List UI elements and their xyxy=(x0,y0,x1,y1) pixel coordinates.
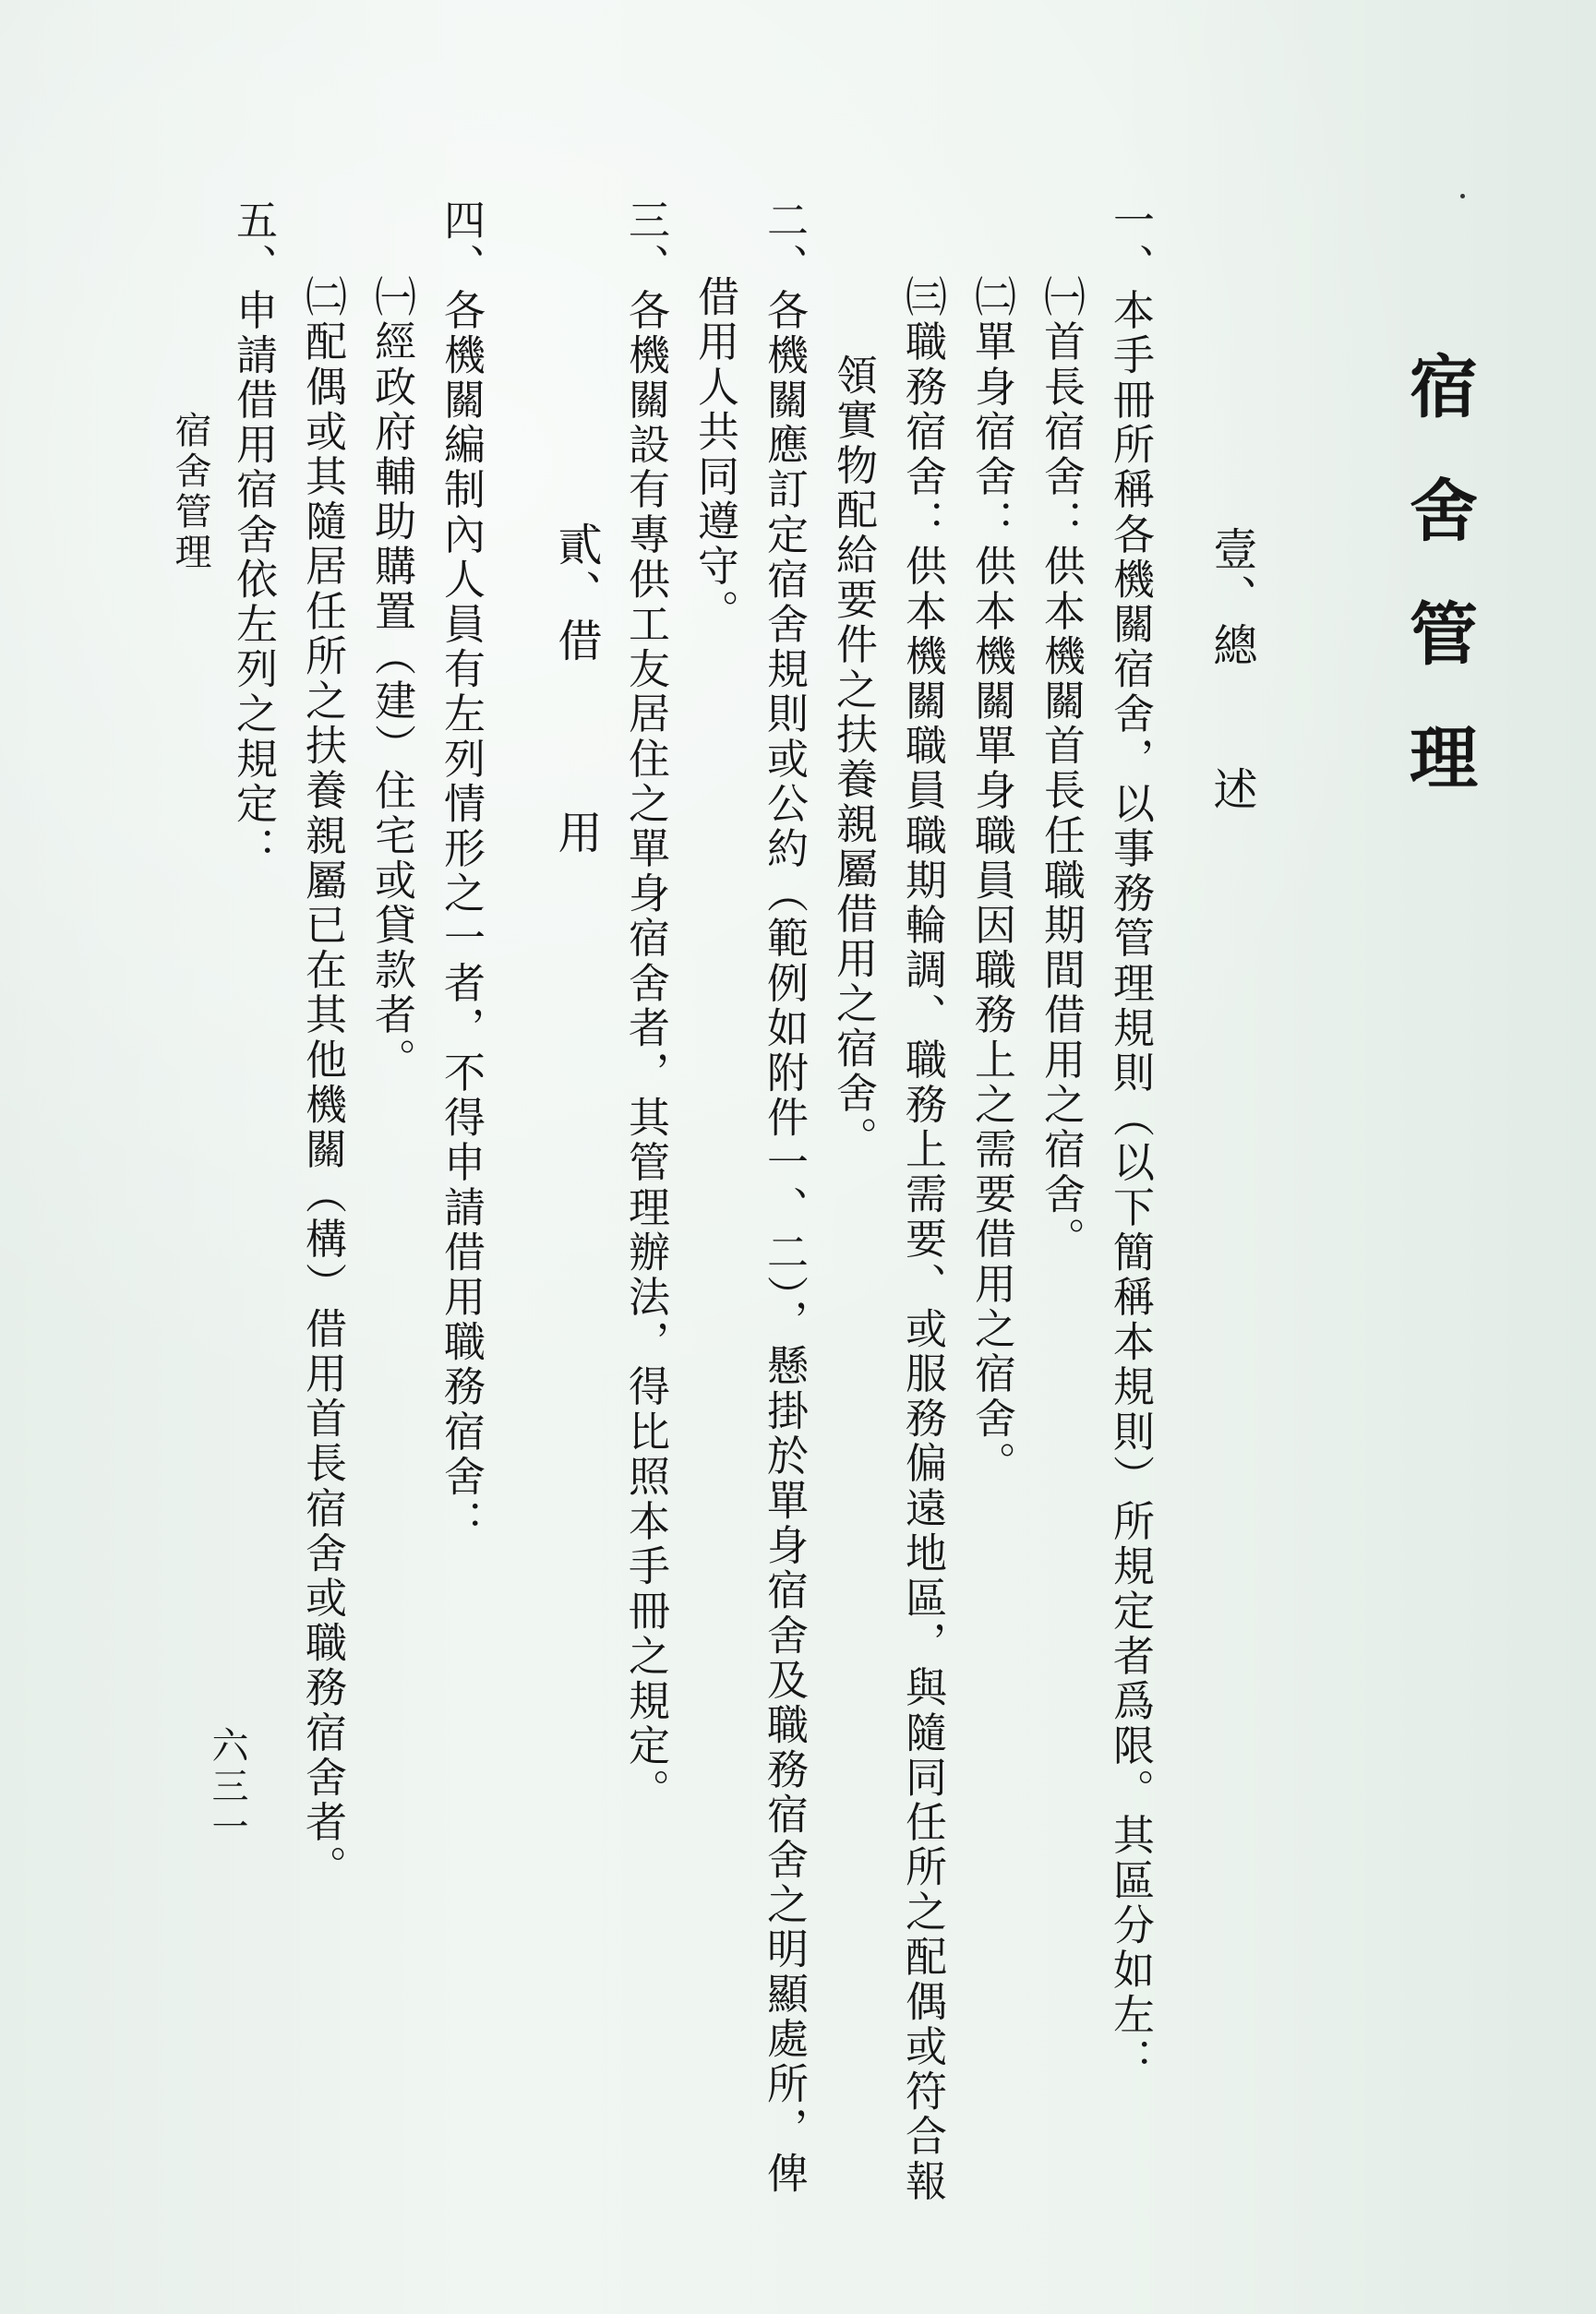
page-number: 六三一 xyxy=(206,1726,248,1848)
paragraph-line: 三、各機關設有專供工友居住之單身宿舍者，其管理辦法，得比照本手冊之規定。 xyxy=(621,198,670,1814)
paragraph-line: ㈡單身宿舍：供本機關單身職員因職務上之需要借用之宿舍。 xyxy=(967,275,1016,1487)
paragraph-line: ㈡配偶或其隨居任所之扶養親屬已在其他機關（構）借用首長宿舍或職務宿舍者。 xyxy=(298,275,347,1890)
speck xyxy=(1460,194,1465,198)
running-title: 宿舍管理 xyxy=(169,411,211,573)
paragraph-line: 二、各機關應訂定宿舍規則或公約（範例如附件一、二），懸掛於單身宿舍及職務宿舍之明顯處所，俾 xyxy=(760,198,809,2197)
paragraph-line: ㈠首長宿舍：供本機關首長任職期間借用之宿舍。 xyxy=(1037,275,1086,1263)
paragraph-line: ㈢職務宿舍：供本機關職員職期輪調、職務上需要、或服務偏遠地區，與隨同任所之配偶或符合報 xyxy=(898,275,947,2204)
paragraph-line: ㈠經政府輔助購置（建）住宅或貸款者。 xyxy=(367,275,416,1083)
paragraph-line: 領實物配給要件之扶養親屬借用之宿舍。 xyxy=(829,354,878,1161)
paragraph-line: 五、申請借用宿舍依左列之規定： xyxy=(229,198,278,871)
paragraph-line: 借用人共同遵守。 xyxy=(690,275,739,634)
paragraph-line: 一、本手冊所稱各機關宿舍，以事務管理規則（以下簡稱本規則）所規定者爲限。其區分如左： xyxy=(1106,198,1155,2083)
paragraph-line: 四、各機關編制內人員有左列情形之一者，不得申請借用職務宿舍： xyxy=(437,198,486,1544)
section-heading-general: 壹、總 述 xyxy=(1206,526,1257,814)
section-heading-borrowing: 貳、借 用 xyxy=(550,522,602,857)
page-title: 宿舍管理 xyxy=(1398,351,1478,845)
